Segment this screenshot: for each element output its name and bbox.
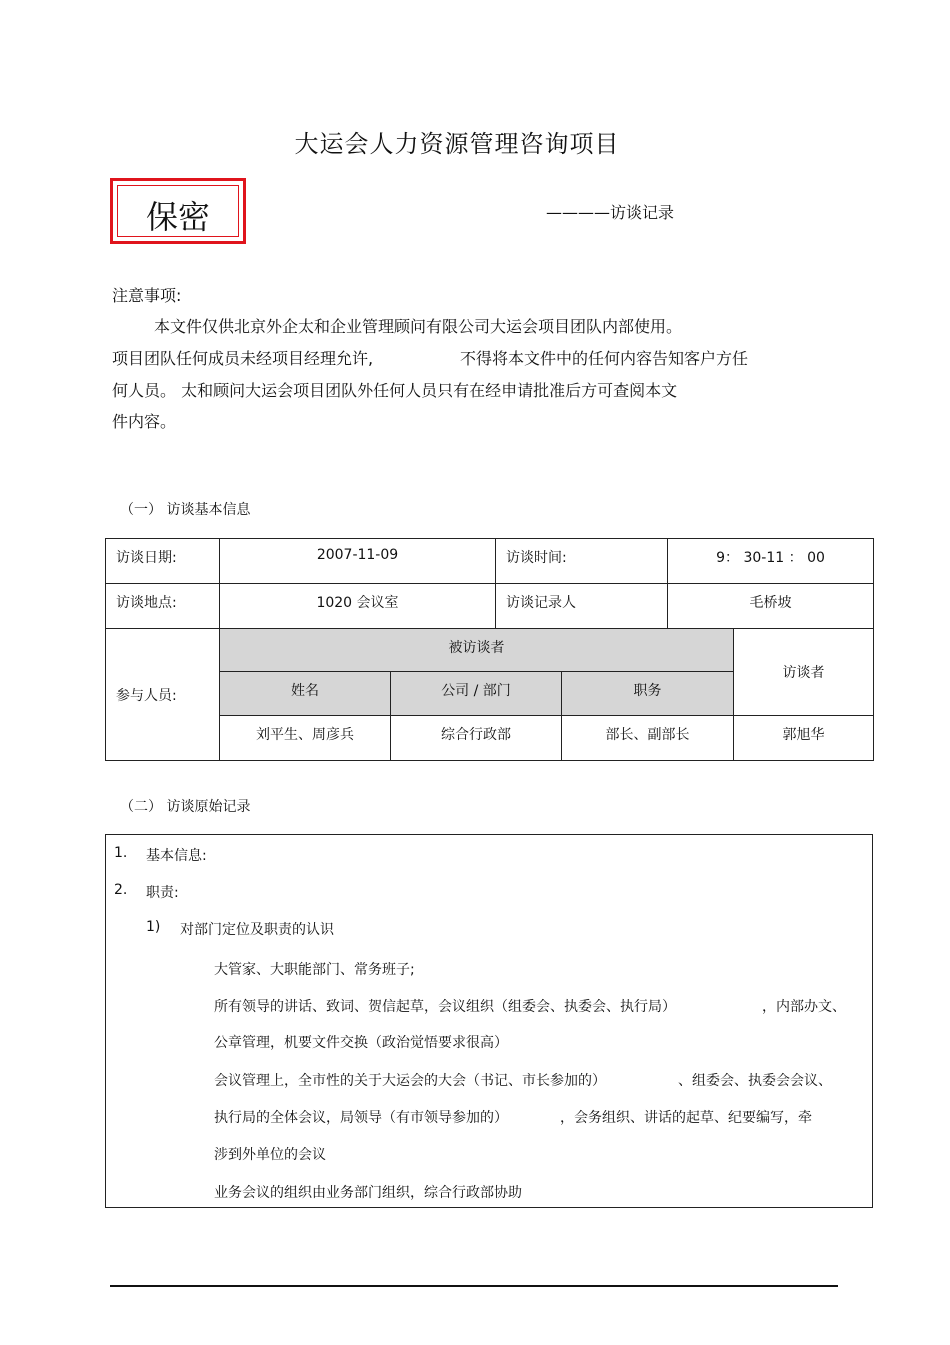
interview-info-table xyxy=(105,538,874,761)
time-label: 访谈时间: xyxy=(496,539,668,584)
record-paragraph: 会议管理上，全市性的关于大运会的大会（书记、市长参加的） xyxy=(214,1073,606,1089)
section-heading-raw-record: （二） 访谈原始记录 xyxy=(120,799,251,815)
record-paragraph: 大管家、大职能部门、常务班子; xyxy=(214,962,415,978)
document-subtitle: ————访谈记录 xyxy=(546,203,675,222)
record-paragraph: 业务会议的组织由业务部门组织，综合行政部协助 xyxy=(214,1185,522,1201)
sub-item-number: 1) xyxy=(146,919,161,935)
record-paragraph: 公章管理，机要文件交换（政治觉悟要求很高） xyxy=(214,1035,508,1051)
item-number: 1. xyxy=(114,845,128,861)
interviewer-name: 郭旭华 xyxy=(734,716,874,761)
confidential-stamp xyxy=(110,178,246,244)
record-paragraph: ，会务组织、讲话的起草、纪要编写，牵 xyxy=(560,1110,812,1126)
interviewer-header: 访谈者 xyxy=(734,629,874,716)
record-sub-item: 对部门定位及职责的认识 xyxy=(180,922,334,938)
record-item: 基本信息: xyxy=(146,848,207,864)
place-label: 访谈地点: xyxy=(106,584,220,629)
recorder-value: 毛桥坡 xyxy=(668,584,874,629)
notice-line: 不得将本文件中的任何内容告知客户方任 xyxy=(460,349,749,368)
item-number: 2. xyxy=(114,882,128,898)
interviewee-header: 被访谈者 xyxy=(220,629,734,672)
record-paragraph: 执行局的全体会议，局领导（有市领导参加的） xyxy=(214,1110,508,1126)
record-paragraph: 所有领导的讲话、致词、贺信起草，会议组织（组委会、执委会、执行局） xyxy=(214,999,676,1015)
time-value: 9： 30-11 ： 00 xyxy=(668,539,874,584)
notice-line: 何人员。 太和顾问大运会项目团队外任何人员只有在经申请批准后方可查阅本文 xyxy=(112,381,678,400)
col-position-header: 职务 xyxy=(562,672,734,716)
notice-line: 项目团队任何成员未经项目经理允许, xyxy=(112,349,374,368)
record-paragraph: ，内部办文、 xyxy=(762,999,846,1015)
stamp-text: 保密 xyxy=(145,198,210,236)
date-value: 2007-11-09 xyxy=(220,539,496,584)
col-name-header: 姓名 xyxy=(220,672,391,716)
date-label: 访谈日期: xyxy=(106,539,220,584)
section-heading-basic-info: （一） 访谈基本信息 xyxy=(120,502,251,518)
interview-record-box xyxy=(105,834,873,1208)
interviewee-dept: 综合行政部 xyxy=(391,716,562,761)
place-value: 1020 会议室 xyxy=(220,584,496,629)
notice-line: 本文件仅供北京外企太和企业管理顾问有限公司大运会项目团队内部使用。 xyxy=(154,317,683,336)
document-title: 大运会人力资源管理咨询项目 xyxy=(294,130,620,158)
interviewee-name: 刘平生、周彦兵 xyxy=(220,716,391,761)
notice-heading: 注意事项: xyxy=(112,286,182,305)
recorder-label: 访谈记录人 xyxy=(496,584,668,629)
record-item: 职责: xyxy=(146,885,179,901)
record-paragraph: 涉到外单位的会议 xyxy=(214,1147,326,1163)
col-dept-header: 公司 / 部门 xyxy=(391,672,562,716)
record-paragraph: 、组委会、执委会会议、 xyxy=(678,1073,832,1089)
interviewee-position: 部长、副部长 xyxy=(562,716,734,761)
participants-label: 参与人员: xyxy=(106,629,220,761)
footer-rule xyxy=(110,1285,838,1287)
notice-line: 件内容。 xyxy=(112,412,177,431)
